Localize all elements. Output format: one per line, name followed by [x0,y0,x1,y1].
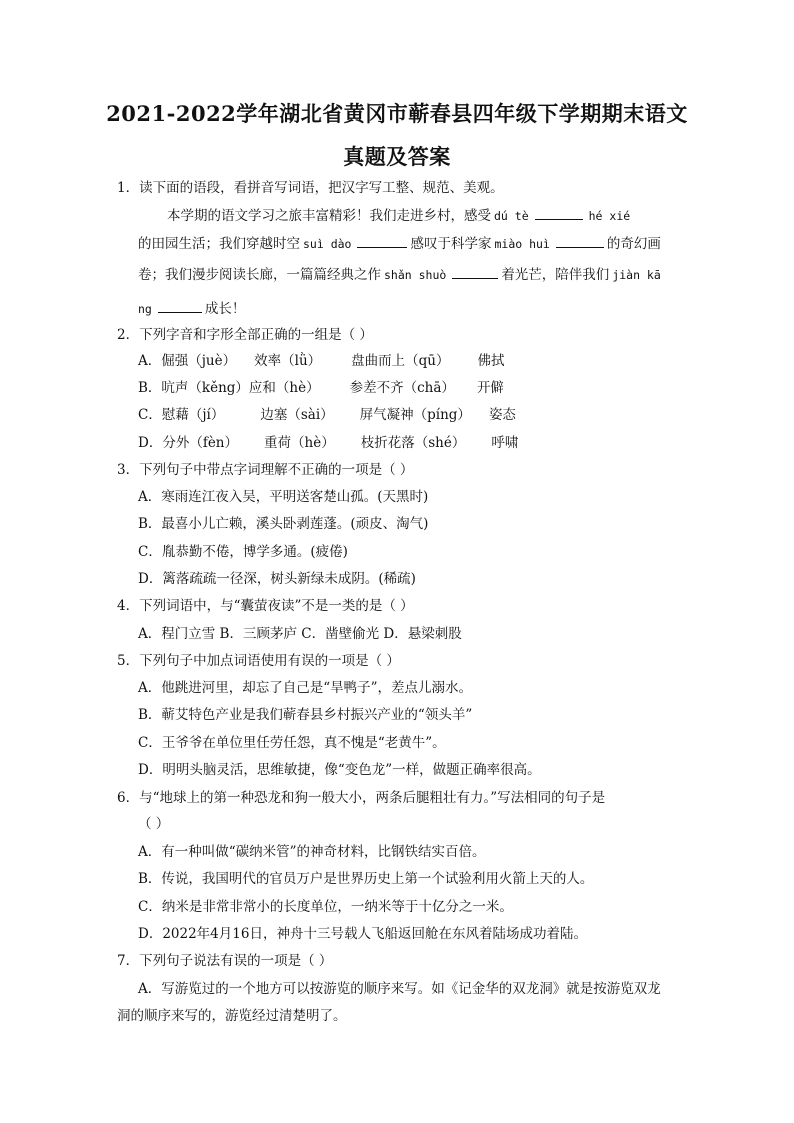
q3-option-b: B．最喜小儿亡赖，溪头卧剥莲蓬。(顽皮、淘气) [138,516,429,532]
option-part: 参差不齐（chā） [349,380,455,396]
option-part: 枝折花落（shé） [360,435,466,451]
q2-option-c [138,405,516,425]
q1-text: 的奇幻画 [606,236,661,252]
option-part: 佛拭 [477,353,505,369]
option-part: 重荷（hè） [264,435,335,451]
answer-blank-2[interactable] [357,233,407,248]
option-part: 盘曲而上（qū） [351,353,450,369]
q5-option-d: D．明明头脑灵活，思维敏捷，像“变色龙”一样，做题正确率很高。 [138,762,541,778]
pinyin: suì dào [303,237,352,251]
q7-stem: 7．下列句子说法有误的一项是（ ） [117,953,333,969]
q5-option-b: B．蕲艾特色产业是我们蕲春县乡村振兴产业的“领头羊” [138,707,473,723]
option-part: 边塞（sài） [260,407,334,423]
q5-stem: 5．下列句子中加点词语使用有误的一项是（ ） [117,653,400,669]
q1-text: 卷；我们漫步阅读长廊，一篇篇经典之作 [138,267,381,283]
q6-stem-paren: （ ） [138,816,170,832]
pinyin: jiàn kā [612,268,661,282]
option-part: 屏气凝神（píng） [359,407,471,423]
q5-option-a: A．他跳进河里，却忘了自己是“旱鸭子”，差点儿溺水。 [138,680,473,696]
q6-option-a: A．有一种叫做“碳纳米管”的神奇材料，比钢铁结实百倍。 [138,844,486,860]
q2-option-d [138,433,518,453]
q3-option-d: D．篱落疏疏一径深，树头新绿未成阴。(稀疏) [138,571,416,587]
q5-option-c: C．王爷爷在单位里任劳任怨，真不愧是“老黄牛”。 [138,735,446,751]
q1-text: 的田园生活；我们穿越时空 [138,236,300,252]
q2-option-b [138,378,504,398]
pinyin: ng [138,302,152,316]
q1-paragraph-line-4 [138,298,245,319]
q2-stem: 2．下列字音和字形全部正确的一组是（ ） [117,327,373,343]
q6-stem: 6．与“地球上的第一种恐龙和狗一般大小，两条后腿粗壮有力。”写法相同的句子是 [117,790,606,806]
pinyin: hé xié [588,209,631,223]
q4-stem: 4．下列词语中，与“囊萤夜读”不是一类的是（ ） [117,598,414,614]
q1-text: 感叹于科学家 [410,236,492,252]
q1-text: 成长！ [204,301,246,317]
document-title-line-1: 2021-2022学年湖北省黄冈市蕲春县四年级下学期期末语文 [106,101,688,126]
option-part: 开僻 [476,380,504,396]
q3-option-a: A．寒雨连江夜入吴，平明送客楚山孤。(天黑时) [138,489,429,505]
option-part: 效率（lǜ） [254,353,322,369]
document-title-line-2: 真题及答案 [343,144,451,169]
q1-paragraph-line-3 [138,264,664,285]
option-part: B．吭声（kěng）应和（hè） [138,380,320,396]
option-part: 呼啸 [491,435,519,451]
q1-text: 着光芒，陪伴我们 [501,267,610,283]
q1-paragraph-line-2 [138,233,661,254]
answer-blank-1[interactable] [535,205,583,220]
q1-text: 本学期的语文学习之旅丰富精彩！我们走进乡村，感受 [167,208,491,224]
q1-stem: 1．读下面的语段，看拼音写词语，把汉字写工整、规范、美观。 [117,180,504,196]
pinyin: shǎn shuò [384,268,447,282]
answer-blank-3[interactable] [556,233,604,248]
option-part: C．慰藉（jí） [138,407,225,423]
answer-blank-5[interactable] [158,298,202,313]
q7-option-a-line-1: A．写游览过的一个地方可以按游览的顺序来写。如《记金华的双龙洞》就是按游览双龙 [138,981,661,997]
q6-option-d: D．2022年4月16日，神舟十三号载人飞船返回舱在东风着陆场成功着陆。 [138,926,587,942]
option-part: 姿态 [488,407,516,423]
q3-option-c: C．胤恭勤不倦，博学多通。(疲倦) [138,544,348,560]
q6-option-c: C．纳米是非常非常小的长度单位，一纳米等于十亿分之一米。 [138,899,513,915]
answer-blank-4[interactable] [452,264,498,279]
q4-options: A．程门立雪 B．三顾茅庐 C．凿壁偷光 D．悬梁刺股 [138,626,462,642]
option-part: A．倔强（juè） [138,353,237,369]
pinyin: dú tè [494,209,529,223]
option-part: D．分外（fèn） [138,435,239,451]
pinyin: miào huì [494,237,550,251]
q1-paragraph-line-1 [167,205,633,226]
q3-stem: 3．下列句子中带点字词理解不正确的一项是（ ） [117,462,414,478]
q2-option-a [138,351,504,371]
q6-option-b: B．传说，我国明代的官员万户是世界历史上第一个试验利用火箭上天的人。 [138,871,594,887]
q7-option-a-line-2: 洞的顺序来写的，游览经过清楚明了。 [117,1008,347,1024]
